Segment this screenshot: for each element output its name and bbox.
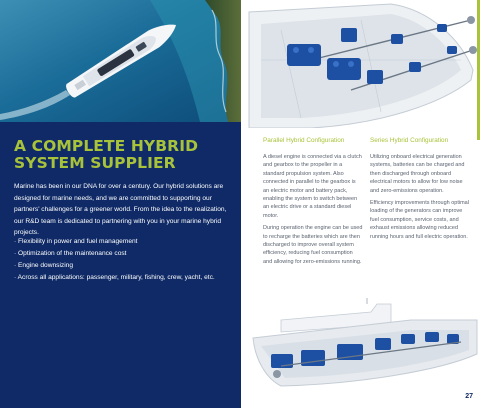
benefits-list bbox=[14, 236, 234, 284]
intro-paragraph: Marine has been in our DNA for over a century. Our hybrid solutions are designed for marine needs, and we are committed to supporting our partners' challenges for a greener world. From the idea to the realization, our R&D team is dedicated to partnering with you in your marine hybrid projects. bbox=[14, 183, 227, 237]
parallel-hybrid-column bbox=[263, 137, 363, 270]
series-hybrid-text-1: Utilizing onboard electrical generation systems, batteries can be charged and then discharged through onboard electrical motors to allow for low noise and zero-emissions operation. bbox=[370, 154, 465, 194]
parallel-hybrid-title: Parallel Hybrid Configuration bbox=[263, 137, 345, 144]
benefit-item: · Engine downsizing bbox=[14, 262, 74, 269]
series-hybrid-text-2: Efficiency improvements through optimal loading of the generators can improve fuel consumption, service costs, and exhaust emissions allowing reduced running hours and full electric operation. bbox=[370, 200, 469, 240]
page-number: 27 bbox=[465, 393, 473, 400]
series-hybrid-title: Series Hybrid Configuration bbox=[370, 137, 449, 144]
right-panel bbox=[241, 0, 480, 408]
series-hybrid-ship-illustration bbox=[241, 298, 480, 388]
parallel-hybrid-text-2: During operation the engine can be used to recharge the batteries which are then discharged to improve overall system efficiency, reducing fuel consumption and allowing for zero-emissions running. bbox=[263, 225, 363, 265]
benefit-item: · Optimization of the maintenance cost bbox=[14, 250, 127, 257]
benefit-item: · Across all applications: passenger, military, fishing, crew, yacht, etc. bbox=[14, 274, 215, 281]
series-hybrid-column bbox=[370, 137, 470, 245]
benefit-item: · Flexibility in power and fuel management bbox=[14, 238, 138, 245]
yacht-aerial-photo bbox=[0, 0, 241, 122]
section-heading: A COMPLETE HYBRID SYSTEM SUPPLIER bbox=[14, 137, 199, 172]
parallel-hybrid-ship-illustration bbox=[241, 0, 480, 128]
parallel-hybrid-text-1: A diesel engine is connected via a clutch and gearbox to the propeller in a standard propulsion system. Also connected in parallel to the gearbox is an electric motor and battery pack, enabling the system to switch between an electric drive or a standard diesel motor. bbox=[263, 154, 362, 219]
